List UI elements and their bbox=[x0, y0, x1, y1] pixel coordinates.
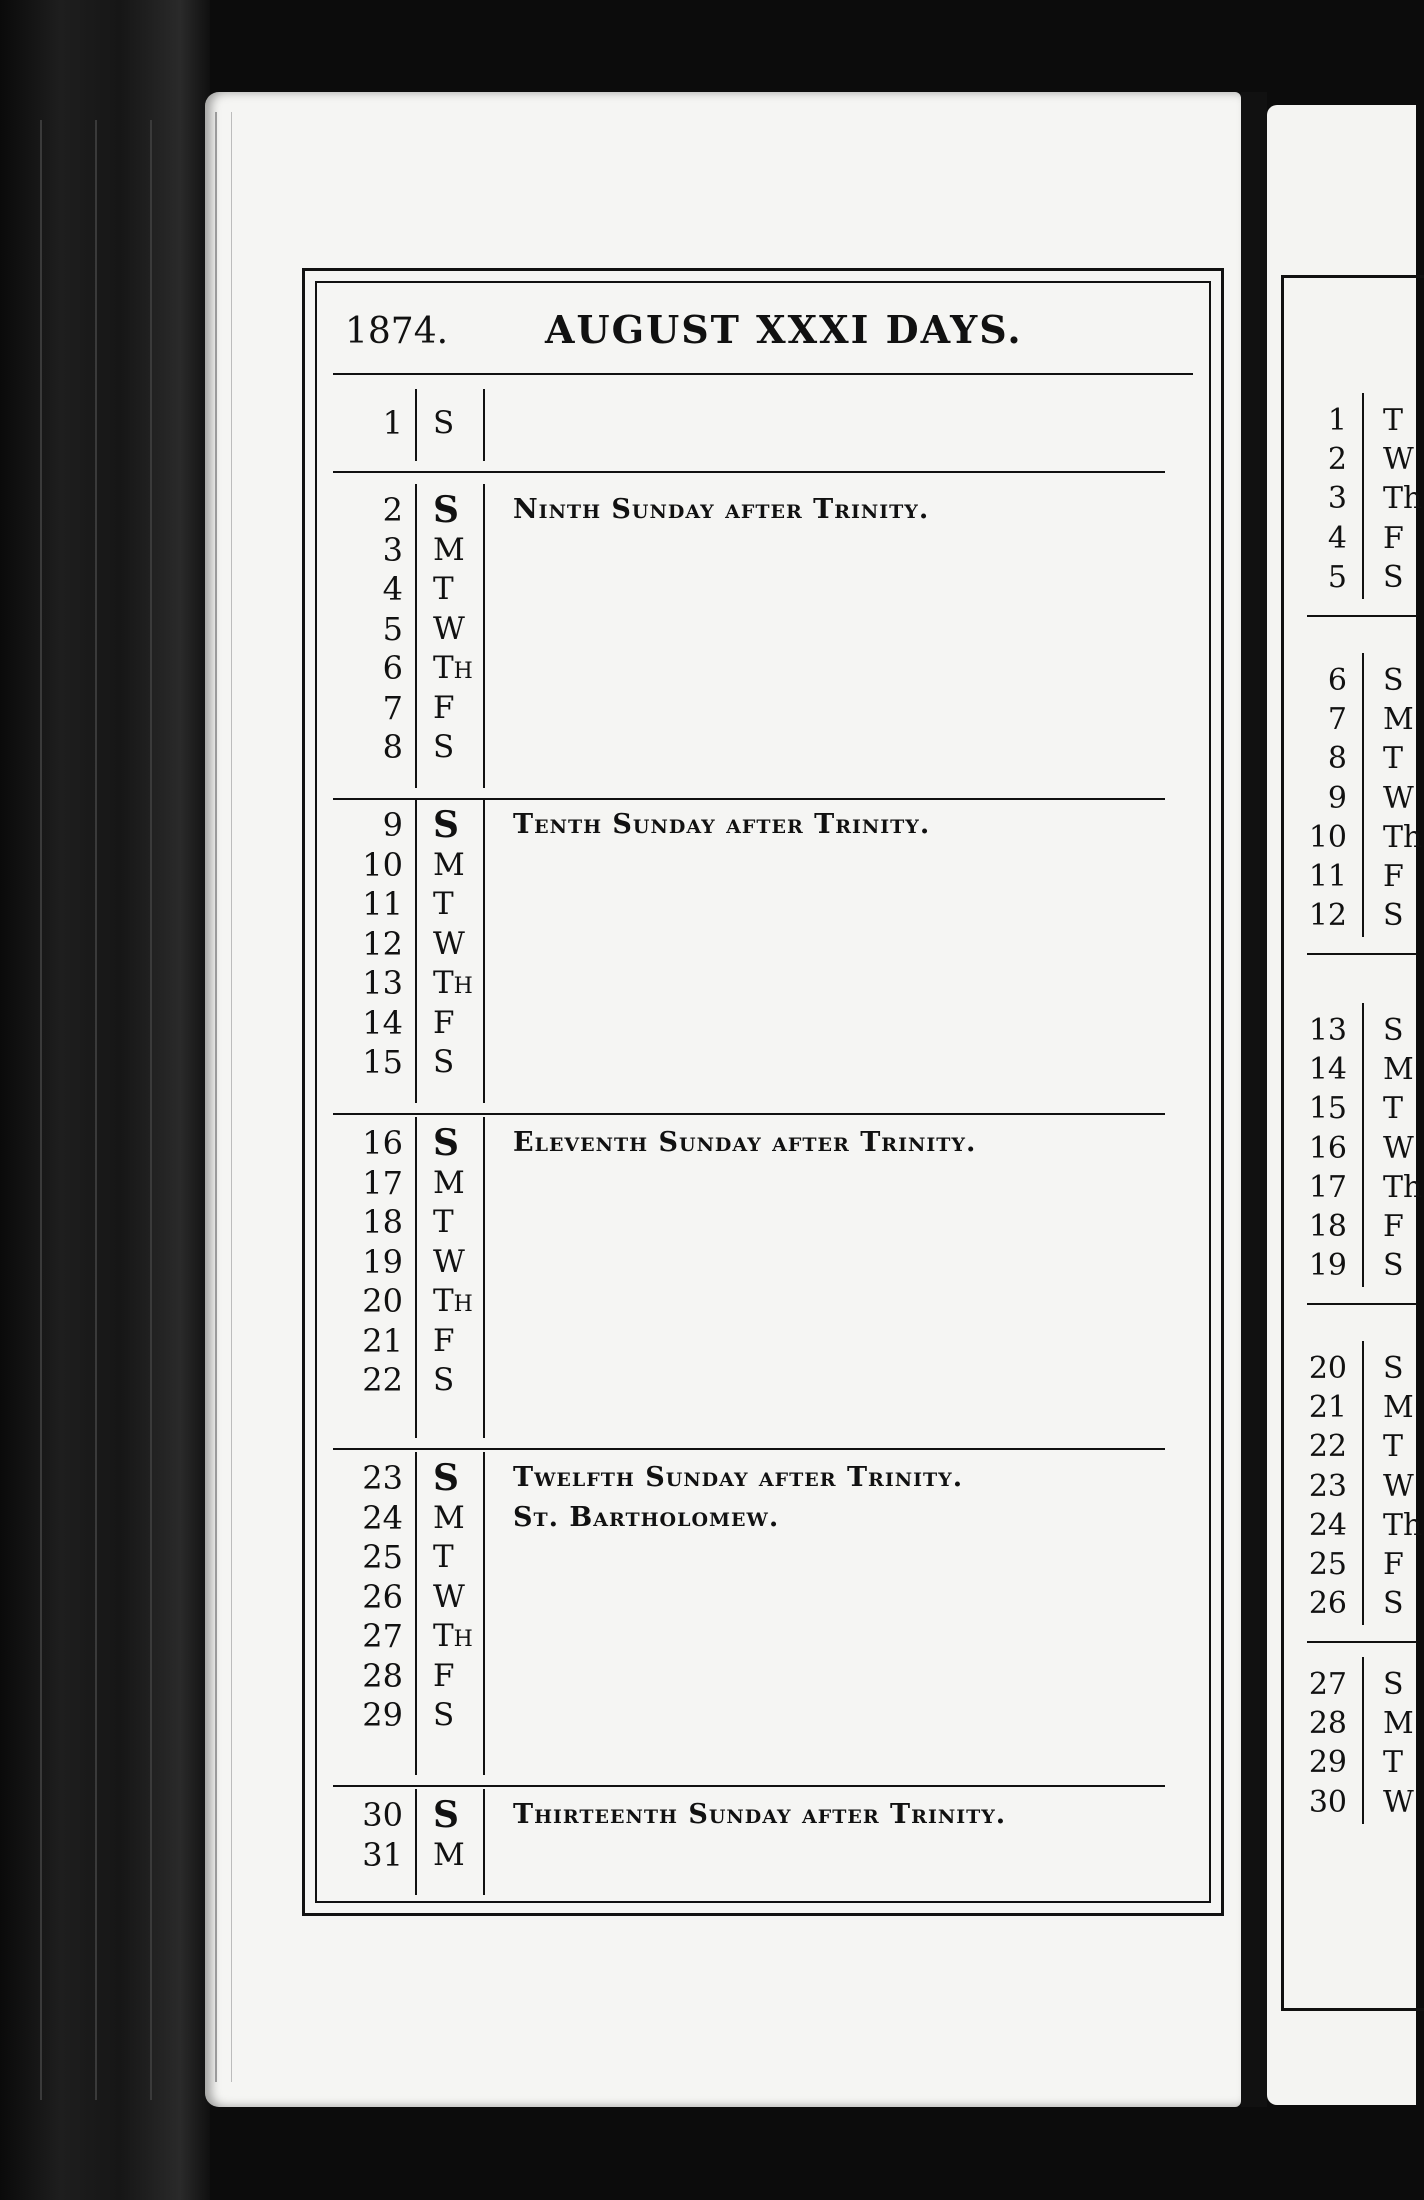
calendar-year: 1874. bbox=[345, 311, 449, 352]
facing-weekday-letter: T bbox=[1383, 1091, 1404, 1127]
day-row bbox=[333, 688, 1163, 728]
facing-day-row bbox=[1267, 1207, 1416, 1246]
facing-day-row bbox=[1267, 779, 1416, 818]
facing-day-number: 26 bbox=[1308, 1586, 1347, 1622]
day-number: 24 bbox=[362, 1498, 403, 1537]
weekday-letter: S bbox=[433, 1044, 455, 1080]
day-number: 2 bbox=[382, 491, 403, 529]
facing-day-row bbox=[1267, 818, 1423, 857]
facing-day-row bbox=[1267, 1704, 1416, 1743]
facing-day-row bbox=[1267, 558, 1416, 597]
facing-day-row bbox=[1267, 1050, 1416, 1089]
facing-week-rule bbox=[1307, 1641, 1417, 1643]
weekday-letter: F bbox=[433, 1322, 455, 1359]
day-row bbox=[333, 1656, 1163, 1696]
facing-weekday-letter: Th bbox=[1383, 481, 1423, 517]
day-number: 27 bbox=[362, 1617, 403, 1655]
facing-weekday-letter: S bbox=[1383, 898, 1404, 934]
facing-weekday-letter: S bbox=[1383, 1667, 1404, 1702]
day-number: 5 bbox=[382, 609, 403, 648]
facing-day-row bbox=[1267, 739, 1416, 778]
day-row bbox=[333, 1835, 1163, 1875]
facing-day-row bbox=[1267, 700, 1416, 739]
day-row bbox=[333, 1042, 1163, 1082]
weekday-letter: W bbox=[433, 1243, 465, 1280]
facing-weekday-letter: W bbox=[1383, 1130, 1414, 1166]
facing-day-row bbox=[1267, 1545, 1416, 1584]
weekday-letter: F bbox=[433, 1004, 455, 1041]
sunday-letter: S bbox=[433, 489, 459, 531]
day-row bbox=[333, 1242, 1163, 1282]
facing-day-number: 7 bbox=[1327, 702, 1347, 738]
day-number: 15 bbox=[362, 1043, 403, 1081]
day-number: 25 bbox=[362, 1538, 403, 1576]
facing-day-row bbox=[1267, 1168, 1423, 1207]
day-row bbox=[333, 569, 1163, 609]
day-number: 23 bbox=[362, 1459, 403, 1497]
weekday-letter: W bbox=[433, 610, 465, 647]
facing-day-row bbox=[1267, 440, 1416, 479]
day-number: 17 bbox=[362, 1163, 403, 1202]
weekday-letter: S bbox=[433, 405, 455, 441]
day-row bbox=[333, 1281, 1163, 1321]
facing-day-row bbox=[1267, 479, 1423, 518]
day-number: 28 bbox=[362, 1656, 403, 1695]
weekday-letter: S bbox=[433, 1697, 455, 1733]
facing-day-row bbox=[1267, 857, 1416, 896]
calendar-week bbox=[333, 1444, 1163, 1781]
day-row bbox=[333, 1537, 1163, 1577]
facing-day-row bbox=[1267, 1467, 1416, 1506]
day-number: 1 bbox=[382, 404, 403, 442]
facing-weekday-letter: Th bbox=[1383, 1169, 1423, 1205]
weekday-letter: S bbox=[433, 1362, 455, 1398]
day-number: 12 bbox=[362, 924, 403, 963]
day-number: 8 bbox=[382, 728, 403, 766]
page-gutter bbox=[1241, 92, 1267, 2107]
facing-day-number: 23 bbox=[1308, 1468, 1347, 1504]
weekday-letter: F bbox=[433, 689, 455, 726]
facing-day-row bbox=[1267, 1743, 1416, 1782]
facing-day-number: 5 bbox=[1327, 559, 1347, 595]
day-row bbox=[333, 1163, 1163, 1203]
weekday-letter: M bbox=[433, 1164, 465, 1201]
day-number: 7 bbox=[382, 688, 403, 727]
facing-weekday-letter: W bbox=[1383, 442, 1414, 478]
weekday-letter: W bbox=[433, 1578, 465, 1615]
facing-day-number: 21 bbox=[1308, 1390, 1347, 1426]
day-row bbox=[333, 1321, 1163, 1361]
facing-day-number: 24 bbox=[1308, 1507, 1347, 1543]
facing-day-number: 27 bbox=[1308, 1667, 1347, 1702]
weekday-letter: M bbox=[433, 531, 465, 568]
facing-day-number: 6 bbox=[1327, 663, 1347, 698]
day-row bbox=[333, 1695, 1163, 1735]
sunday-letter: S bbox=[433, 1794, 459, 1836]
facing-day-row bbox=[1267, 896, 1416, 935]
weekday-letter: Th bbox=[433, 650, 473, 686]
facing-day-row bbox=[1267, 1246, 1416, 1285]
facing-day-number: 2 bbox=[1327, 442, 1347, 478]
book-edge bbox=[0, 0, 210, 2200]
week-rule bbox=[333, 471, 1165, 473]
day-number: 26 bbox=[362, 1577, 403, 1616]
sunday-letter: S bbox=[433, 804, 459, 846]
facing-day-number: 10 bbox=[1308, 819, 1347, 855]
facing-week-rule bbox=[1307, 953, 1417, 955]
facing-day-row bbox=[1267, 519, 1416, 558]
facing-weekday-letter: W bbox=[1383, 1784, 1414, 1820]
calendar-week bbox=[333, 791, 1163, 1109]
facing-day-row bbox=[1267, 1349, 1416, 1388]
header-rule bbox=[333, 373, 1193, 375]
facing-weekday-letter: F bbox=[1383, 520, 1404, 556]
calendar-week bbox=[333, 1781, 1163, 1901]
day-row bbox=[333, 530, 1163, 570]
facing-weekday-letter: S bbox=[1383, 663, 1404, 698]
day-row bbox=[333, 924, 1163, 964]
facing-weekday-letter: W bbox=[1383, 1468, 1414, 1504]
weekday-letter: T bbox=[433, 1539, 454, 1575]
facing-weekday-letter: T bbox=[1383, 741, 1404, 777]
facing-week-rule bbox=[1307, 1303, 1417, 1305]
facing-day-number: 11 bbox=[1308, 859, 1347, 894]
weekday-letter: F bbox=[433, 1657, 455, 1694]
facing-day-number: 15 bbox=[1308, 1091, 1347, 1127]
day-row bbox=[333, 727, 1163, 767]
facing-day-number: 16 bbox=[1308, 1130, 1347, 1166]
day-number: 11 bbox=[362, 885, 403, 923]
facing-day-number: 3 bbox=[1327, 481, 1347, 517]
day-row bbox=[333, 609, 1163, 649]
facing-weekday-letter: T bbox=[1383, 403, 1404, 438]
day-row bbox=[333, 1003, 1163, 1043]
facing-day-number: 30 bbox=[1308, 1784, 1347, 1820]
day-row bbox=[333, 1616, 1163, 1656]
facing-day-number: 22 bbox=[1308, 1429, 1347, 1465]
calendar-note: Eleventh Sunday after Trinity. bbox=[513, 1127, 977, 1158]
facing-day-number: 28 bbox=[1308, 1706, 1347, 1742]
day-number: 20 bbox=[362, 1282, 403, 1320]
facing-day-number: 19 bbox=[1308, 1248, 1347, 1284]
facing-weekday-letter: S bbox=[1383, 1013, 1404, 1048]
day-row bbox=[333, 1577, 1163, 1617]
day-number: 21 bbox=[362, 1321, 403, 1360]
day-number: 22 bbox=[362, 1361, 403, 1399]
edge-line bbox=[150, 120, 152, 2100]
facing-weekday-letter: S bbox=[1383, 1351, 1404, 1386]
facing-day-number: 12 bbox=[1308, 898, 1347, 934]
day-number: 16 bbox=[362, 1124, 403, 1162]
page-spine bbox=[215, 112, 232, 2082]
facing-weekday-letter: M bbox=[1383, 1052, 1414, 1088]
facing-weekday-letter: M bbox=[1383, 1706, 1414, 1742]
day-row bbox=[333, 648, 1163, 688]
facing-weekday-letter: T bbox=[1383, 1745, 1404, 1781]
day-row bbox=[333, 963, 1163, 1003]
weekday-letter: T bbox=[433, 571, 454, 607]
facing-day-row bbox=[1267, 401, 1416, 440]
facing-day-number: 18 bbox=[1308, 1209, 1347, 1244]
weekday-letter: Th bbox=[433, 1283, 473, 1319]
facing-day-number: 29 bbox=[1308, 1745, 1347, 1781]
facing-day-number: 14 bbox=[1308, 1052, 1347, 1088]
facing-day-row bbox=[1267, 1665, 1416, 1704]
day-row bbox=[333, 1202, 1163, 1242]
day-row bbox=[333, 884, 1163, 924]
weekday-letter: M bbox=[433, 1836, 465, 1873]
weekday-letter: Th bbox=[433, 965, 473, 1001]
day-number: 18 bbox=[362, 1203, 403, 1241]
facing-day-row bbox=[1267, 1089, 1416, 1128]
day-number: 19 bbox=[362, 1242, 403, 1281]
day-number: 9 bbox=[382, 806, 403, 844]
day-number: 10 bbox=[362, 845, 403, 884]
weekday-letter: M bbox=[433, 1499, 465, 1536]
facing-day-number: 9 bbox=[1327, 780, 1347, 816]
day-number: 29 bbox=[362, 1696, 403, 1734]
calendar-note: Twelfth Sunday after Trinity. bbox=[513, 1462, 964, 1493]
facing-weekday-letter: F bbox=[1383, 1547, 1404, 1582]
weekday-letter: W bbox=[433, 925, 465, 962]
facing-day-number: 8 bbox=[1327, 741, 1347, 777]
facing-day-row bbox=[1267, 1783, 1416, 1822]
calendar-note: St. Bartholomew. bbox=[513, 1501, 780, 1533]
day-number: 6 bbox=[382, 649, 403, 687]
calendar-week bbox=[333, 381, 1163, 467]
facing-day-row bbox=[1267, 1584, 1416, 1623]
weekday-letter: M bbox=[433, 846, 465, 883]
facing-weekday-letter: S bbox=[1383, 559, 1404, 595]
calendar-week bbox=[333, 1109, 1163, 1444]
sunday-letter: S bbox=[433, 1457, 459, 1499]
facing-weekday-letter: T bbox=[1383, 1429, 1404, 1465]
facing-weekday-letter: Th bbox=[1383, 1507, 1423, 1543]
facing-day-row bbox=[1267, 1011, 1416, 1050]
day-row bbox=[333, 845, 1163, 885]
day-row bbox=[333, 1360, 1163, 1400]
calendar-month-title: AUGUST XXXI DAYS. bbox=[545, 307, 1023, 352]
day-row bbox=[333, 403, 1163, 443]
facing-weekday-letter: S bbox=[1383, 1586, 1404, 1622]
edge-line bbox=[40, 120, 42, 2100]
weekday-letter: T bbox=[433, 1204, 454, 1240]
facing-day-number: 25 bbox=[1308, 1547, 1347, 1582]
facing-day-row bbox=[1267, 1129, 1416, 1168]
facing-day-number: 13 bbox=[1308, 1013, 1347, 1048]
facing-weekday-letter: F bbox=[1383, 1209, 1404, 1244]
facing-week-rule bbox=[1307, 615, 1417, 617]
facing-weekday-letter: Th bbox=[1383, 819, 1423, 855]
facing-weekday-letter: S bbox=[1383, 1248, 1404, 1284]
day-number: 4 bbox=[382, 570, 403, 608]
facing-weekday-letter: F bbox=[1383, 859, 1404, 894]
facing-day-number: 1 bbox=[1327, 403, 1347, 438]
calendar-note: Tenth Sunday after Trinity. bbox=[513, 809, 931, 840]
edge-line bbox=[95, 120, 97, 2100]
facing-day-row bbox=[1267, 1388, 1416, 1427]
weekday-letter: T bbox=[433, 886, 454, 922]
day-number: 3 bbox=[382, 530, 403, 569]
calendar-frame bbox=[302, 268, 1224, 1916]
facing-day-row bbox=[1267, 1506, 1423, 1545]
day-number: 14 bbox=[362, 1003, 403, 1042]
facing-page bbox=[1267, 105, 1423, 2105]
day-number: 30 bbox=[362, 1796, 403, 1834]
calendar-note: Thirteenth Sunday after Trinity. bbox=[513, 1799, 1007, 1830]
weekday-letter: Th bbox=[433, 1618, 473, 1654]
facing-weekday-letter: M bbox=[1383, 1390, 1414, 1426]
facing-weekday-letter: M bbox=[1383, 702, 1414, 738]
sunday-letter: S bbox=[433, 1122, 459, 1164]
calendar-note: Ninth Sunday after Trinity. bbox=[513, 494, 930, 525]
facing-day-number: 17 bbox=[1308, 1169, 1347, 1205]
facing-day-row bbox=[1267, 661, 1416, 700]
facing-day-number: 4 bbox=[1327, 520, 1347, 556]
facing-weekday-letter: W bbox=[1383, 780, 1414, 816]
calendar-week bbox=[333, 476, 1163, 794]
day-number: 13 bbox=[362, 964, 403, 1002]
day-number: 31 bbox=[362, 1835, 403, 1874]
facing-day-number: 20 bbox=[1308, 1351, 1347, 1386]
weekday-letter: S bbox=[433, 729, 455, 765]
facing-day-row bbox=[1267, 1427, 1416, 1466]
